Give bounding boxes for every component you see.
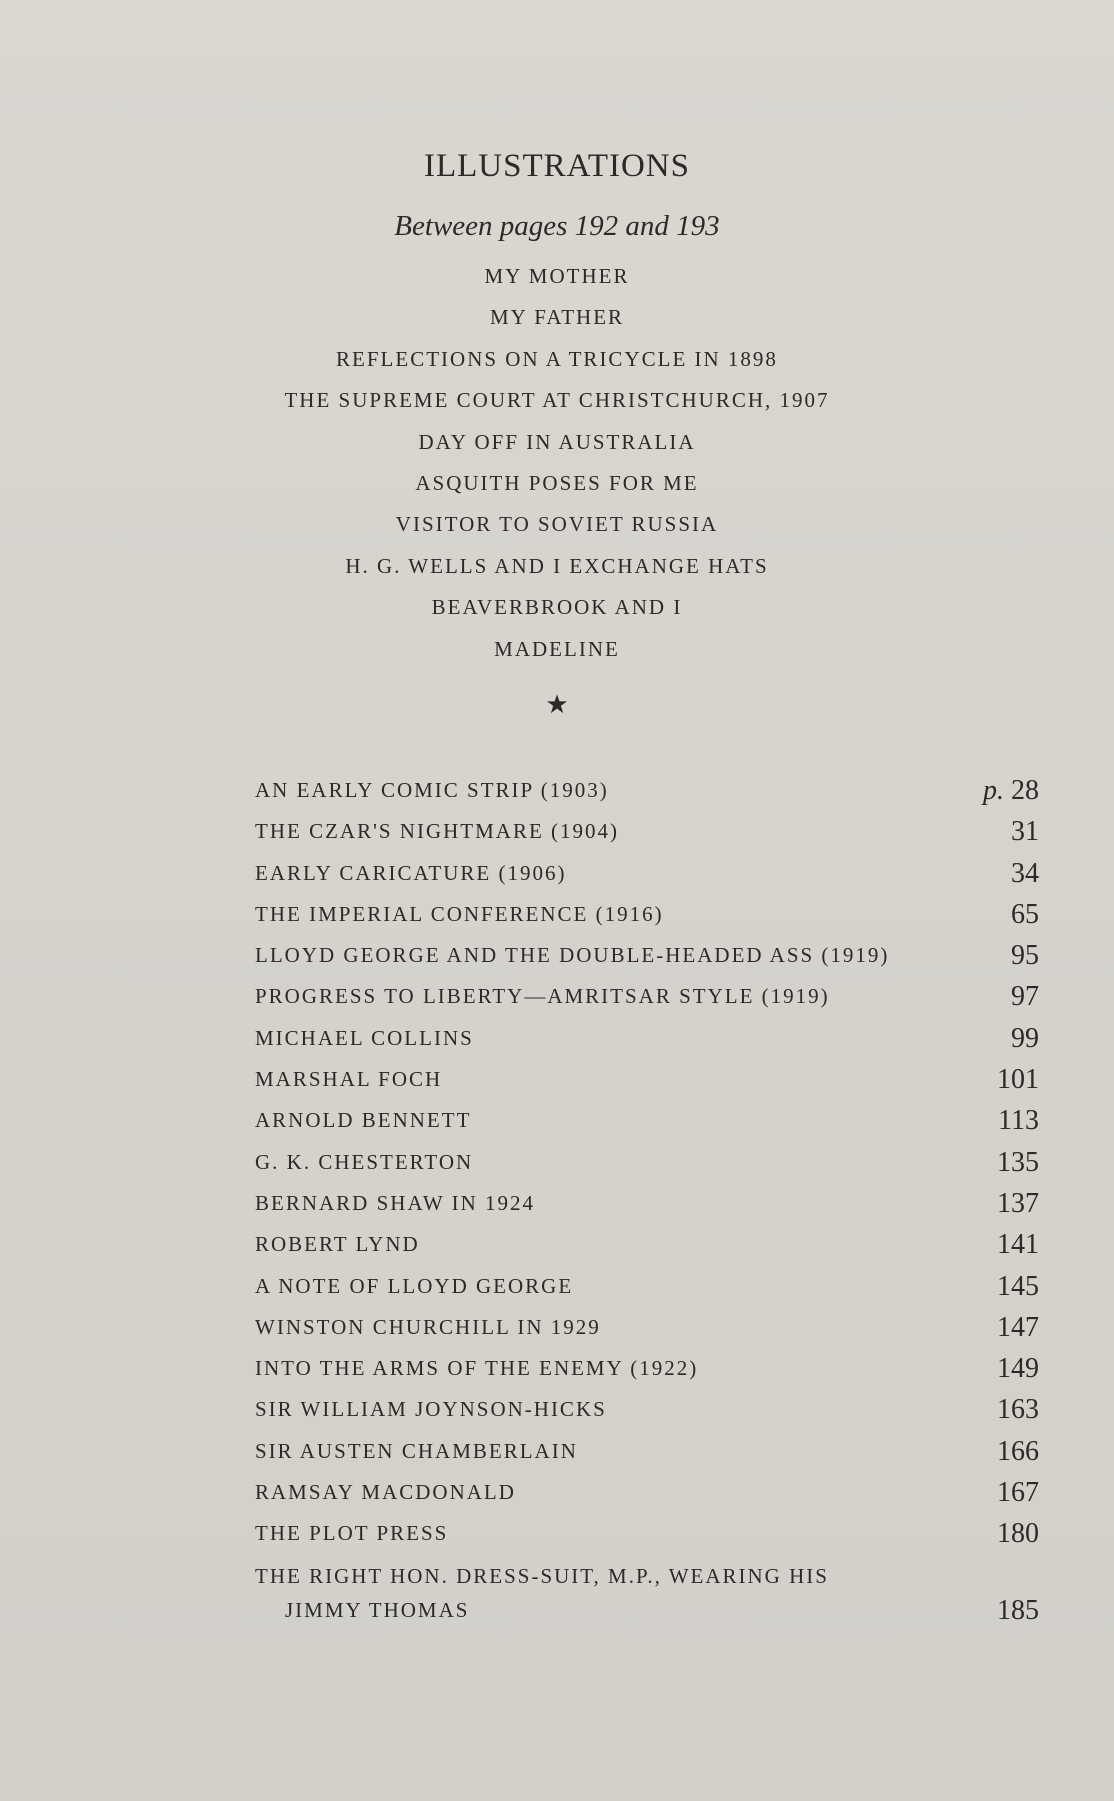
plate-item: REFLECTIONS ON A TRICYCLE IN 1898 xyxy=(336,346,778,371)
drawing-caption: THE RIGHT HON. DRESS-SUIT, M.P., WEARING HIS xyxy=(255,1563,829,1588)
drawing-caption: THE IMPERIAL CONFERENCE (1916) xyxy=(255,901,664,926)
drawing-page-number: 34 xyxy=(1011,857,1039,889)
drawing-page-number: 180 xyxy=(997,1518,1039,1550)
plate-item: VISITOR TO SOVIET RUSSIA xyxy=(395,512,719,537)
drawing-caption-continued: JIMMY THOMAS xyxy=(285,1597,470,1622)
drawing-entry xyxy=(255,1513,1039,1554)
drawing-entry xyxy=(255,935,1039,976)
plate-item: THE SUPREME COURT AT CHRISTCHURCH, 1907 xyxy=(284,388,830,413)
drawing-caption: PROGRESS TO LIBERTY—AMRITSAR STYLE (1919) xyxy=(255,984,830,1009)
drawings-list xyxy=(255,770,1039,1633)
drawing-page-number xyxy=(983,770,1039,811)
drawing-entry xyxy=(255,1059,1039,1100)
drawing-entry xyxy=(255,1224,1039,1265)
drawing-caption: SIR WILLIAM JOYNSON-HICKS xyxy=(255,1397,607,1422)
plate-item: BEAVERBROOK AND I xyxy=(431,595,683,620)
drawing-entry xyxy=(255,1018,1039,1059)
drawing-page-number: 166 xyxy=(997,1435,1039,1467)
drawing-caption: ROBERT LYND xyxy=(255,1232,420,1257)
drawing-entry xyxy=(255,1266,1039,1307)
page-title: ILLUSTRATIONS xyxy=(424,148,690,184)
drawing-page-number: 141 xyxy=(997,1229,1039,1261)
drawing-caption: AN EARLY COMIC STRIP (1903) xyxy=(255,778,609,802)
plate-item: H. G. WELLS AND I EXCHANGE HATS xyxy=(345,553,769,578)
drawing-page-number: 145 xyxy=(997,1270,1039,1302)
plates-list xyxy=(0,256,1114,670)
drawing-entry xyxy=(255,1431,1039,1472)
drawing-caption: MARSHAL FOCH xyxy=(255,1067,443,1092)
drawing-page-number: 163 xyxy=(997,1394,1039,1426)
plate-item: MY MOTHER xyxy=(484,264,630,288)
drawing-entry xyxy=(255,1389,1039,1430)
plate-item: MADELINE xyxy=(494,636,620,661)
drawing-entry xyxy=(255,1183,1039,1224)
drawing-caption: INTO THE ARMS OF THE ENEMY (1922) xyxy=(255,1356,699,1381)
drawing-page-number: 95 xyxy=(1011,940,1039,972)
drawing-page-number: 97 xyxy=(1011,981,1039,1013)
plate-item: MY FATHER xyxy=(489,305,625,330)
drawing-caption: THE PLOT PRESS xyxy=(255,1521,449,1546)
drawing-entry xyxy=(255,976,1039,1017)
drawing-entry xyxy=(255,770,1039,811)
drawing-entry xyxy=(255,853,1039,894)
drawing-entry xyxy=(255,1100,1039,1141)
drawing-page-number: 65 xyxy=(1011,898,1039,930)
drawing-entry xyxy=(255,1307,1039,1348)
drawing-page-number: 149 xyxy=(997,1353,1039,1385)
drawing-caption: EARLY CARICATURE (1906) xyxy=(255,860,567,885)
drawing-caption: THE CZAR'S NIGHTMARE (1904) xyxy=(255,819,620,844)
drawing-page-number: 99 xyxy=(1011,1022,1039,1054)
drawing-page-number: 31 xyxy=(1011,816,1039,848)
drawing-caption: MICHAEL COLLINS xyxy=(255,1025,474,1050)
drawing-caption: BERNARD SHAW IN 1924 xyxy=(255,1190,536,1215)
plate-item: ASQUITH POSES FOR ME xyxy=(415,470,699,495)
drawing-page-number: 185 xyxy=(997,1594,1039,1626)
drawing-caption: ARNOLD BENNETT xyxy=(255,1108,472,1133)
drawing-caption: LLOYD GEORGE AND THE DOUBLE-HEADED ASS (1919) xyxy=(255,943,890,968)
drawing-entry xyxy=(255,1348,1039,1389)
drawing-caption: RAMSAY MACDONALD xyxy=(255,1480,516,1505)
drawing-caption: WINSTON CHURCHILL IN 1929 xyxy=(255,1314,601,1339)
drawing-page-number: 113 xyxy=(998,1105,1039,1137)
drawing-entry xyxy=(255,894,1039,935)
page-number-value: 28 xyxy=(1011,775,1039,806)
plates-subheading: Between pages 192 and 193 xyxy=(394,210,720,242)
drawing-entry xyxy=(255,1555,1039,1633)
drawing-page-number: 147 xyxy=(997,1311,1039,1343)
drawing-page-number: 137 xyxy=(997,1187,1039,1219)
page-prefix: p. xyxy=(983,775,1004,806)
star-separator-icon: ★ xyxy=(545,690,569,719)
drawing-page-number: 167 xyxy=(997,1477,1039,1509)
drawing-page-number: 135 xyxy=(997,1146,1039,1178)
drawing-entry xyxy=(255,811,1039,852)
plate-item: DAY OFF IN AUSTRALIA xyxy=(418,429,696,454)
drawing-entry xyxy=(255,1472,1039,1513)
drawing-entry xyxy=(255,1142,1039,1183)
drawing-caption: A NOTE OF LLOYD GEORGE xyxy=(255,1273,574,1298)
drawing-page-number: 101 xyxy=(997,1064,1039,1096)
drawing-caption: G. K. CHESTERTON xyxy=(255,1149,474,1174)
drawing-caption: SIR AUSTEN CHAMBERLAIN xyxy=(255,1438,578,1463)
